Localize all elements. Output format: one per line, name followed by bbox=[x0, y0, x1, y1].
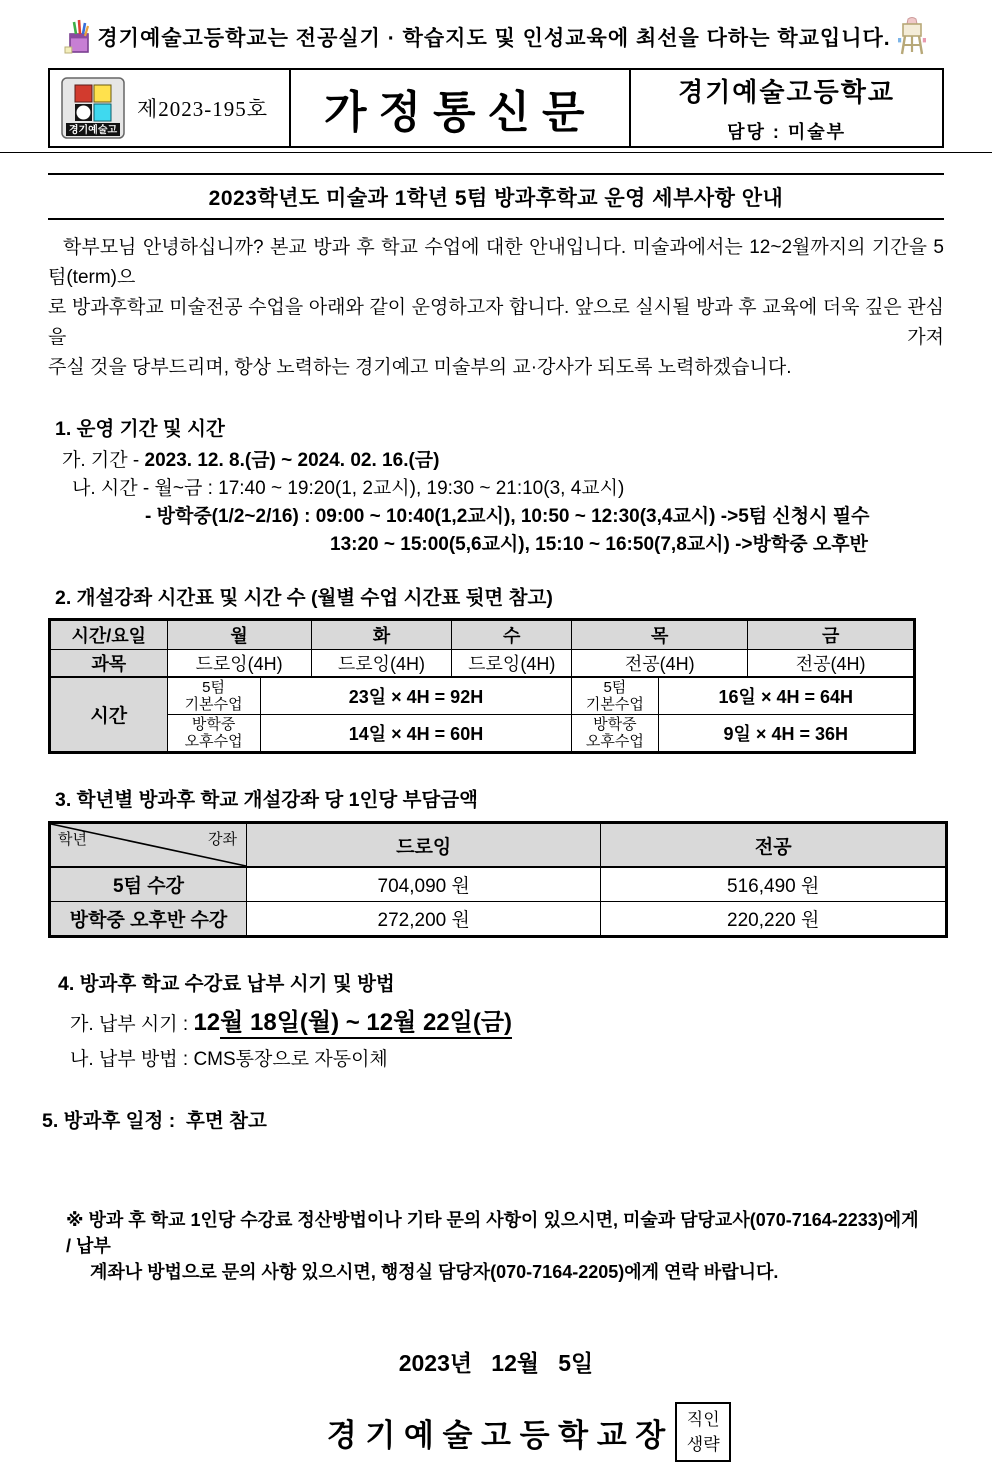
timetable-day-header-row bbox=[51, 621, 914, 650]
subject-mon: 드로잉(4H) bbox=[167, 650, 311, 677]
time-label: 시간 bbox=[51, 678, 168, 752]
section3-heading: 3. 학년별 방과후 학교 개설강좌 당 1인당 부담금액 bbox=[55, 789, 478, 811]
section2-heading: 2. 개설강좌 시간표 및 시간 수 (월별 수업 시간표 뒷면 참고) bbox=[55, 587, 553, 609]
payment-time-line bbox=[70, 1002, 992, 1037]
note-line-2: 계좌나 방법으로 문의 사항 있으시면, 행정실 담당자(070-7164-2205)에게 연락 바랍니다. bbox=[90, 1262, 779, 1282]
header-left-cell bbox=[49, 69, 290, 147]
term5-basic-label-left: 5텀 기본수업 bbox=[167, 678, 260, 715]
term5-basic-label-right: 5텀 기본수업 bbox=[572, 678, 658, 715]
subject-fri: 전공(4H) bbox=[748, 650, 914, 677]
issue-date: 2023년 12월 5일 bbox=[398, 1350, 594, 1376]
section-fees bbox=[55, 784, 992, 938]
section-operation-period bbox=[55, 413, 992, 558]
period-value: 2023. 12. 8.(금) ~ 2024. 02. 16.(금) bbox=[144, 450, 440, 471]
timetable-hours-row-2 bbox=[51, 715, 914, 752]
school-logo bbox=[61, 77, 125, 139]
fee-table-corner bbox=[51, 824, 247, 868]
term5-basic-hours-drawing: 23일 × 4H = 92H bbox=[260, 678, 572, 715]
intro-line-2: 로 방과후학교 미술전공 수업을 아래와 같이 운영하고자 합니다. 앞으로 실시될 방과 후 교육에 더욱 깊은 관심을 가져 bbox=[48, 297, 944, 348]
payment-date-range: 월 18일(월) ~ 12월 22일(금) bbox=[220, 1009, 512, 1039]
payment-method-line: 나. 납부 방법 : CMS통장으로 자동이체 bbox=[70, 1049, 388, 1070]
timetable-corner: 시간/요일 bbox=[51, 621, 168, 650]
vacation-pm-label-left: 방학중 오후수업 bbox=[167, 715, 260, 752]
vacation-pm-label-right: 방학중 오후수업 bbox=[572, 715, 658, 752]
principal-signature: 경 기 예 술 고 등 학 교 장 bbox=[326, 1417, 666, 1453]
fee-row-vacation-pm: 방학중 오후반 수강 272,200 원 220,220 원 bbox=[51, 902, 946, 936]
vacation-pm-hours-major: 9일 × 4H = 36H bbox=[658, 715, 913, 752]
timetable-table bbox=[48, 618, 916, 754]
period-label: 가. 기간 - bbox=[62, 450, 145, 471]
corner-col-label: 강좌 bbox=[208, 831, 237, 848]
section-schedule: 5. 방과후 일정 : 후면 참고 bbox=[42, 1110, 267, 1132]
stamp-omitted-box: 직인 생략 bbox=[675, 1402, 731, 1462]
banner-text: 경기예술고등학교는 전공실기 · 학습지도 및 인성교육에 최선을 다하는 학교입니다. bbox=[97, 27, 891, 50]
school-name: 경기예술고등학교 bbox=[678, 78, 896, 107]
header-divider-line bbox=[0, 152, 992, 153]
top-banner bbox=[0, 0, 992, 58]
easel-icon bbox=[896, 16, 928, 58]
school-logo-label: 경기예술고 bbox=[68, 125, 118, 136]
intro-line-3: 주실 것을 당부드리며, 항상 노력하는 경기예고 미술부의 교·강사가 되도록 노력하겠습니다. bbox=[48, 357, 792, 378]
payment-time-label: 가. 납부 시기 : bbox=[70, 1014, 194, 1035]
day-mon: 월 bbox=[167, 621, 311, 650]
vacation-pm-hours-drawing: 14일 × 4H = 60H bbox=[260, 715, 572, 752]
fee-vacation-drawing: 272,200 원 bbox=[247, 902, 601, 936]
day-thu: 목 bbox=[572, 621, 748, 650]
day-fri: 금 bbox=[748, 621, 914, 650]
section1-vacation-line-1: - 방학중(1/2~2/16) : 09:00 ~ 10:40(1,2교시), 10:50 ~ 12:30(3,4교시) ->5텀 신청시 필수 bbox=[145, 506, 870, 527]
timetable-subject-row bbox=[51, 650, 914, 677]
fee-term5-drawing: 704,090 원 bbox=[247, 867, 601, 902]
section-payment bbox=[58, 968, 992, 1071]
fee-table bbox=[48, 821, 948, 938]
document-number: 제2023-195호 bbox=[137, 97, 269, 121]
day-tue: 화 bbox=[311, 621, 452, 650]
corner-row-label: 학년 bbox=[58, 831, 87, 848]
section1-heading: 1. 운영 기간 및 시간 bbox=[55, 418, 225, 440]
fee-table-header-row bbox=[51, 824, 946, 868]
page-title: 2023학년도 미술과 1학년 5텀 방과후학교 운영 세부사항 안내 bbox=[48, 173, 944, 220]
section1-period-line bbox=[62, 448, 992, 474]
header-right-cell bbox=[630, 69, 943, 147]
timetable-hours-row-1 bbox=[51, 678, 914, 715]
payment-date-prefix: 12 bbox=[193, 1009, 221, 1036]
section4-heading: 4. 방과후 학교 수강료 납부 시기 및 방법 bbox=[58, 973, 395, 995]
header-table bbox=[48, 68, 944, 148]
pencil-cup-icon bbox=[64, 18, 92, 56]
fee-col-major: 전공 bbox=[601, 824, 946, 868]
subject-label: 과목 bbox=[51, 650, 168, 677]
department-in-charge: 담당 : 미술부 bbox=[727, 122, 847, 142]
fee-term5-major: 516,490 원 bbox=[601, 867, 946, 902]
fee-row-term5: 5텀 수강 704,090 원 516,490 원 bbox=[51, 867, 946, 902]
section-timetable bbox=[55, 582, 992, 754]
note-line-1: ※ 방과 후 학교 1인당 수강료 정산방법이나 기타 문의 사항이 있으시면, 미술과 담당교사(070-7164-2233)에게 / 납부 bbox=[66, 1210, 919, 1256]
section1-vacation-line-2: 13:20 ~ 15:00(5,6교시), 15:10 ~ 16:50(7,8교시) ->방학중 오후반 bbox=[330, 534, 868, 555]
subject-thu: 전공(4H) bbox=[572, 650, 748, 677]
intro-paragraph bbox=[48, 233, 944, 383]
fee-col-drawing: 드로잉 bbox=[247, 824, 601, 868]
section1-time-line: 나. 시간 - 월~금 : 17:40 ~ 19:20(1, 2교시), 19:30 ~ 21:10(3, 4교시) bbox=[72, 478, 625, 499]
intro-line-1: 학부모님 안녕하십니까? 본교 방과 후 학교 수업에 대한 안내입니다. 미술과에서는 12~2월까지의 기간을 5텀(term)으 bbox=[48, 237, 944, 288]
term5-basic-hours-major: 16일 × 4H = 64H bbox=[658, 678, 913, 715]
subject-wed: 드로잉(4H) bbox=[452, 650, 572, 677]
document-type-title: 가정통신문 bbox=[323, 88, 597, 137]
signature-block bbox=[0, 1402, 992, 1462]
subject-tue: 드로잉(4H) bbox=[311, 650, 452, 677]
contact-note bbox=[66, 1207, 926, 1285]
fee-vacation-major: 220,220 원 bbox=[601, 902, 946, 936]
day-wed: 수 bbox=[452, 621, 572, 650]
header-center-cell bbox=[290, 69, 630, 147]
